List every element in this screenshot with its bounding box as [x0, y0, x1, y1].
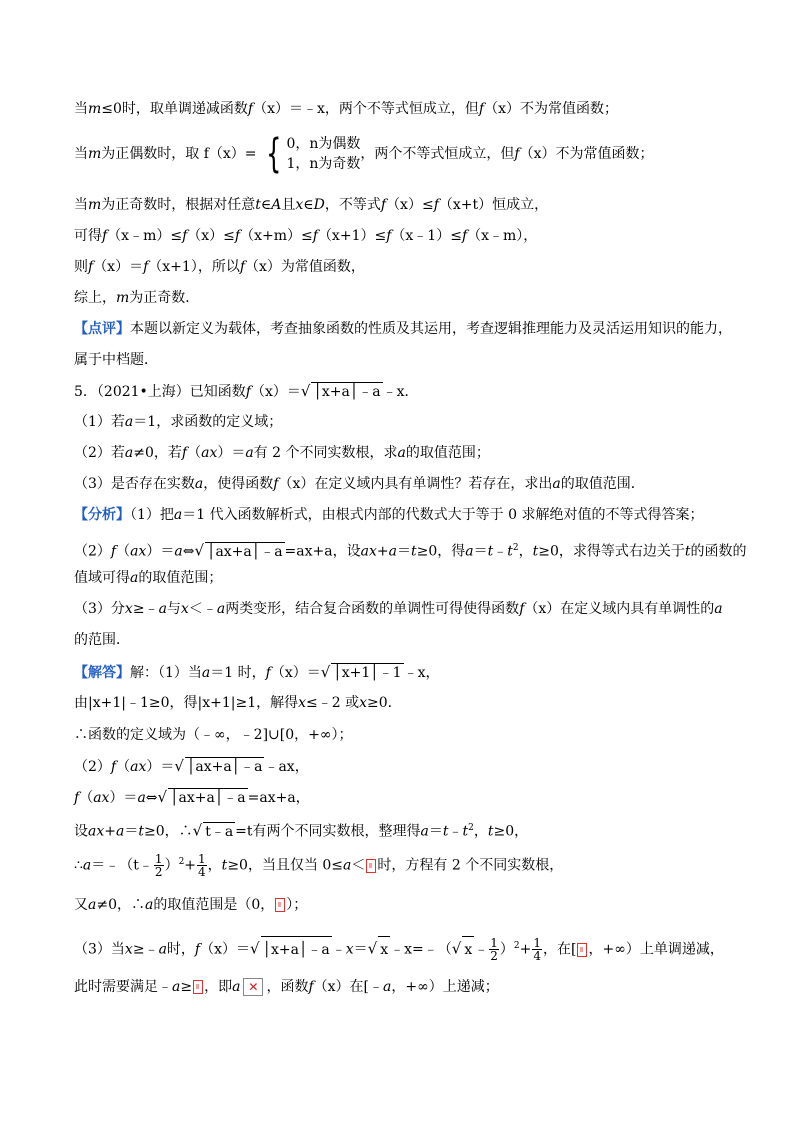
analysis-line-1: 【分析】（1）把a＝1 代入函数解析式，由根式内部的代数式大于等于 0 求解绝对值的不等式得答案；: [74, 507, 704, 523]
solution-line-7: ∴a＝﹣（t﹣ $\frac{1}{2}$ ）$^2$+ $\frac{1}{4}$ ，t≥0，当且仅当 0≤a＜ 时，方程有 2 个不同实数根，: [74, 852, 564, 880]
broken-image-icon: [366, 859, 376, 873]
solution-line-6: 设ax+a＝t≥0，∴√ t﹣a =t有两个不同实数根，整理得$a=t﹣t^2$，t≥0，: [74, 821, 529, 840]
case-odd: 1，n为奇数: [286, 156, 361, 172]
solution-line-1: 【解答】解：（1）当a＝1 时，f（x）＝√ │x+1│﹣1 ﹣x，: [74, 663, 440, 681]
comment-tag: 【点评】: [74, 321, 130, 337]
solution-line-8: 又a≠0，∴a的取值范围是（0， ）；: [74, 897, 308, 913]
analysis-line-5: 的范围．: [74, 632, 130, 648]
solution-tag: 【解答】: [74, 665, 130, 681]
solution-line-2: 由|x+1|﹣1≥0，得|x+1|≥1，解得x≤﹣2 或x≥0．: [74, 695, 402, 711]
solution-line-9: （3）当x≥﹣a时，f（x）＝√ │x+a│﹣a ﹣x＝√ x ﹣x=﹣（√ x ﹣ $\frac{1}{2}$ ）$^2$+ $\frac{1}{4}$ ，在[ ，+∞）上单调递减，: [74, 936, 724, 964]
broken-image-icon: [577, 943, 587, 957]
question-2: （2）若a≠0，若f（ax）＝a有 2 个不同实数根，求a的取值范围；: [74, 445, 490, 461]
solution-line-3: ∴函数的定义域为（﹣∞，﹣2]∪[0，+∞）；: [74, 727, 353, 743]
text-line: 可得f（x﹣m）≤f（x）≤f（x+m）≤f（x+1）≤f（x﹣1）≤f（x﹣m），: [74, 228, 538, 244]
broken-image-x-icon: ✕: [243, 978, 263, 996]
question-1: （1）若a＝1，求函数的定义域；: [74, 414, 283, 430]
piecewise-line: 当m为正偶数时，取 f（x）= { 0，n为偶数 1，n为奇数 ，两个不等式恒成立，但f（x）不为常值函数；: [74, 131, 654, 177]
question-3: （3）是否存在实数a，使得函数f（x）在定义域内具有单调性？若存在，求出a的取值范围．: [74, 476, 645, 492]
analysis-tag: 【分析】: [74, 507, 130, 523]
broken-image-icon: [275, 898, 285, 912]
text-line: 当m≤0时，取单调递减函数f（x）＝﹣x，两个不等式恒成立，但f（x）不为常值函数；: [74, 101, 618, 117]
text-line: 则f（x）＝f（x+1），所以f（x）为常值函数，: [74, 259, 365, 275]
text-line: 当m为正奇数时，根据对任意t∈A且x∈D，不等式f（x）≤f（x+t）恒成立，: [74, 197, 549, 213]
problem-statement: 5．（2021•上海）已知函数f（x）＝√ │x+a│﹣a ﹣x．: [74, 382, 419, 400]
piecewise-function: [261, 131, 361, 177]
left-brace-icon: {: [266, 131, 282, 177]
analysis-line-2: （2）f（ax）＝a⇔√ │ax+a│﹣a =ax+a，设ax+a＝t≥0，得$a=t﹣t^2$，t≥0，求得等式右边关于t的函数的: [74, 541, 747, 560]
broken-image-icon: [193, 980, 203, 994]
solution-line-4: （2）f（ax）＝√ │ax+a│﹣a ﹣ax，: [74, 757, 309, 775]
analysis-line-3: 值域可得a的取值范围；: [74, 570, 223, 586]
comment-line: 【点评】本题以新定义为载体，考查抽象函数的性质及其运用，考查逻辑推理能力及灵活运用知识的能力，: [74, 321, 732, 337]
case-even: 0，n为偶数: [286, 136, 361, 152]
analysis-line-4: （3）分x≥﹣a与x＜﹣a两类变形，结合复合函数的单调性可得使得函数f（x）在定义域内具有单调性的a: [74, 601, 723, 617]
text-line: 综上，m为正奇数．: [74, 290, 200, 306]
radical: │x+a│﹣a: [313, 384, 381, 400]
comment-line-2: 属于中档题．: [74, 352, 158, 368]
solution-line-10: 此时需要满足﹣a≥ ，即a ✕ ，函数f（x）在[﹣a，+∞）上递减；: [74, 979, 499, 995]
solution-line-5: f（ax）＝a⇔√ │ax+a│﹣a =ax+a，: [74, 788, 310, 806]
